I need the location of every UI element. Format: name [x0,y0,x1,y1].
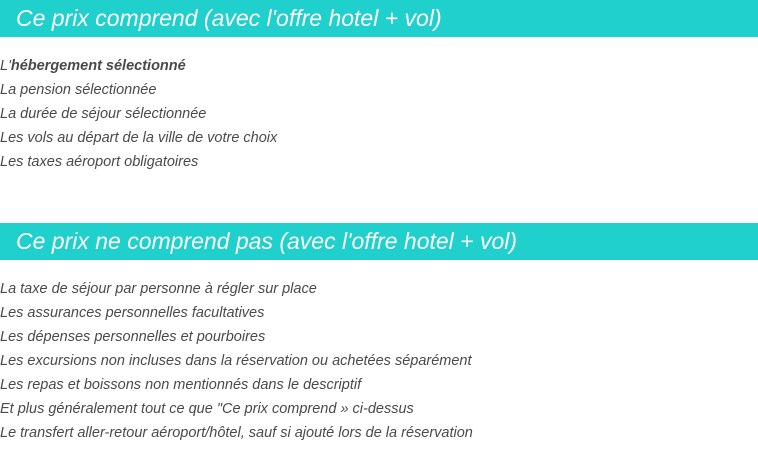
list-item: Les vols au départ de la ville de votre choix [0,130,278,146]
list-item: Les dépenses personnelles et pourboires [0,329,266,345]
list-item: Les assurances personnelles facultatives [0,305,265,321]
included-items-list [0,54,277,174]
list-item: Le transfert aller-retour aéroport/hôtel, sauf si ajouté lors de la réservation [0,425,473,441]
included-section-title: Ce prix comprend (avec l'offre hotel + vol) [0,0,758,37]
list-item [0,54,277,78]
item-bold-text: hébergement sélectionné [10,58,186,74]
list-item: Les taxes aéroport obligatoires [0,154,199,170]
item-prefix: L' [0,58,11,74]
list-item: La pension sélectionnée [0,82,157,98]
list-item: La taxe de séjour par personne à régler sur place [0,281,317,297]
list-item: Et plus généralement tout ce que "Ce prix comprend » ci-dessus [0,401,414,417]
excluded-items-list [0,277,473,445]
list-item: La durée de séjour sélectionnée [0,106,207,122]
list-item: Les repas et boissons non mentionnés dans le descriptif [0,377,362,393]
excluded-section-title: Ce prix ne comprend pas (avec l'offre hotel + vol) [0,223,758,260]
list-item: Les excursions non incluses dans la réservation ou achetées séparément [0,353,472,369]
